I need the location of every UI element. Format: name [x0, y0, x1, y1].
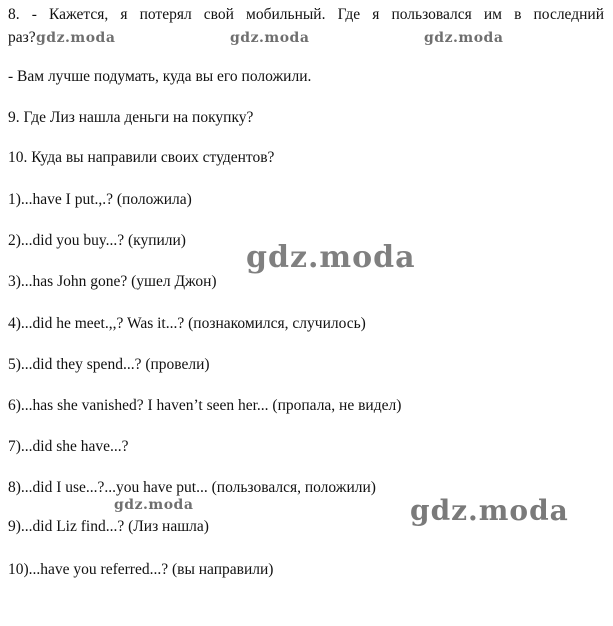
answer-1: 1)...have I put.,.? (положила)	[8, 191, 192, 208]
answer-5: 5)...did they spend...? (провели)	[8, 356, 210, 373]
answer-8: 8)...did I use...?...you have put... (пользовался, положили)	[8, 479, 376, 496]
answer-9: 9)...did Liz find...? (Лиз нашла)	[8, 518, 209, 535]
line-9-question: 9. Где Лиз нашла деньги на покупку?	[8, 109, 254, 126]
answer-7: 7)...did she have...?	[8, 438, 129, 455]
answer-3: 3)...has John gone? (ушел Джон)	[8, 273, 217, 290]
line-8-question-end: раз?	[8, 29, 36, 46]
watermark: gdz.moda	[424, 30, 504, 46]
answer-4: 4)...did he meet.,,? Was it...? (познакомился, случилось)	[8, 315, 366, 332]
watermark-large: gdz.moda	[410, 494, 569, 527]
watermark: gdz.moda	[230, 30, 310, 46]
answer-10: 10)...have you referred...? (вы направили)	[8, 561, 274, 578]
line-8-question: 8. - Кажется, я потерял свой мобильный. Где я пользовался им в последний	[8, 6, 604, 23]
answer-2: 2)...did you buy...? (купили)	[8, 232, 186, 249]
watermark-large: gdz.moda	[246, 240, 416, 275]
line-reply: - Вам лучше подумать, куда вы его положили.	[8, 68, 312, 85]
answer-6: 6)...has she vanished? I haven’t seen her... (пропала, не видел)	[8, 397, 402, 414]
line-10-question: 10. Куда вы направили своих студентов?	[8, 149, 275, 166]
watermark: gdz.moda	[114, 497, 194, 513]
watermark: gdz.moda	[36, 30, 116, 46]
